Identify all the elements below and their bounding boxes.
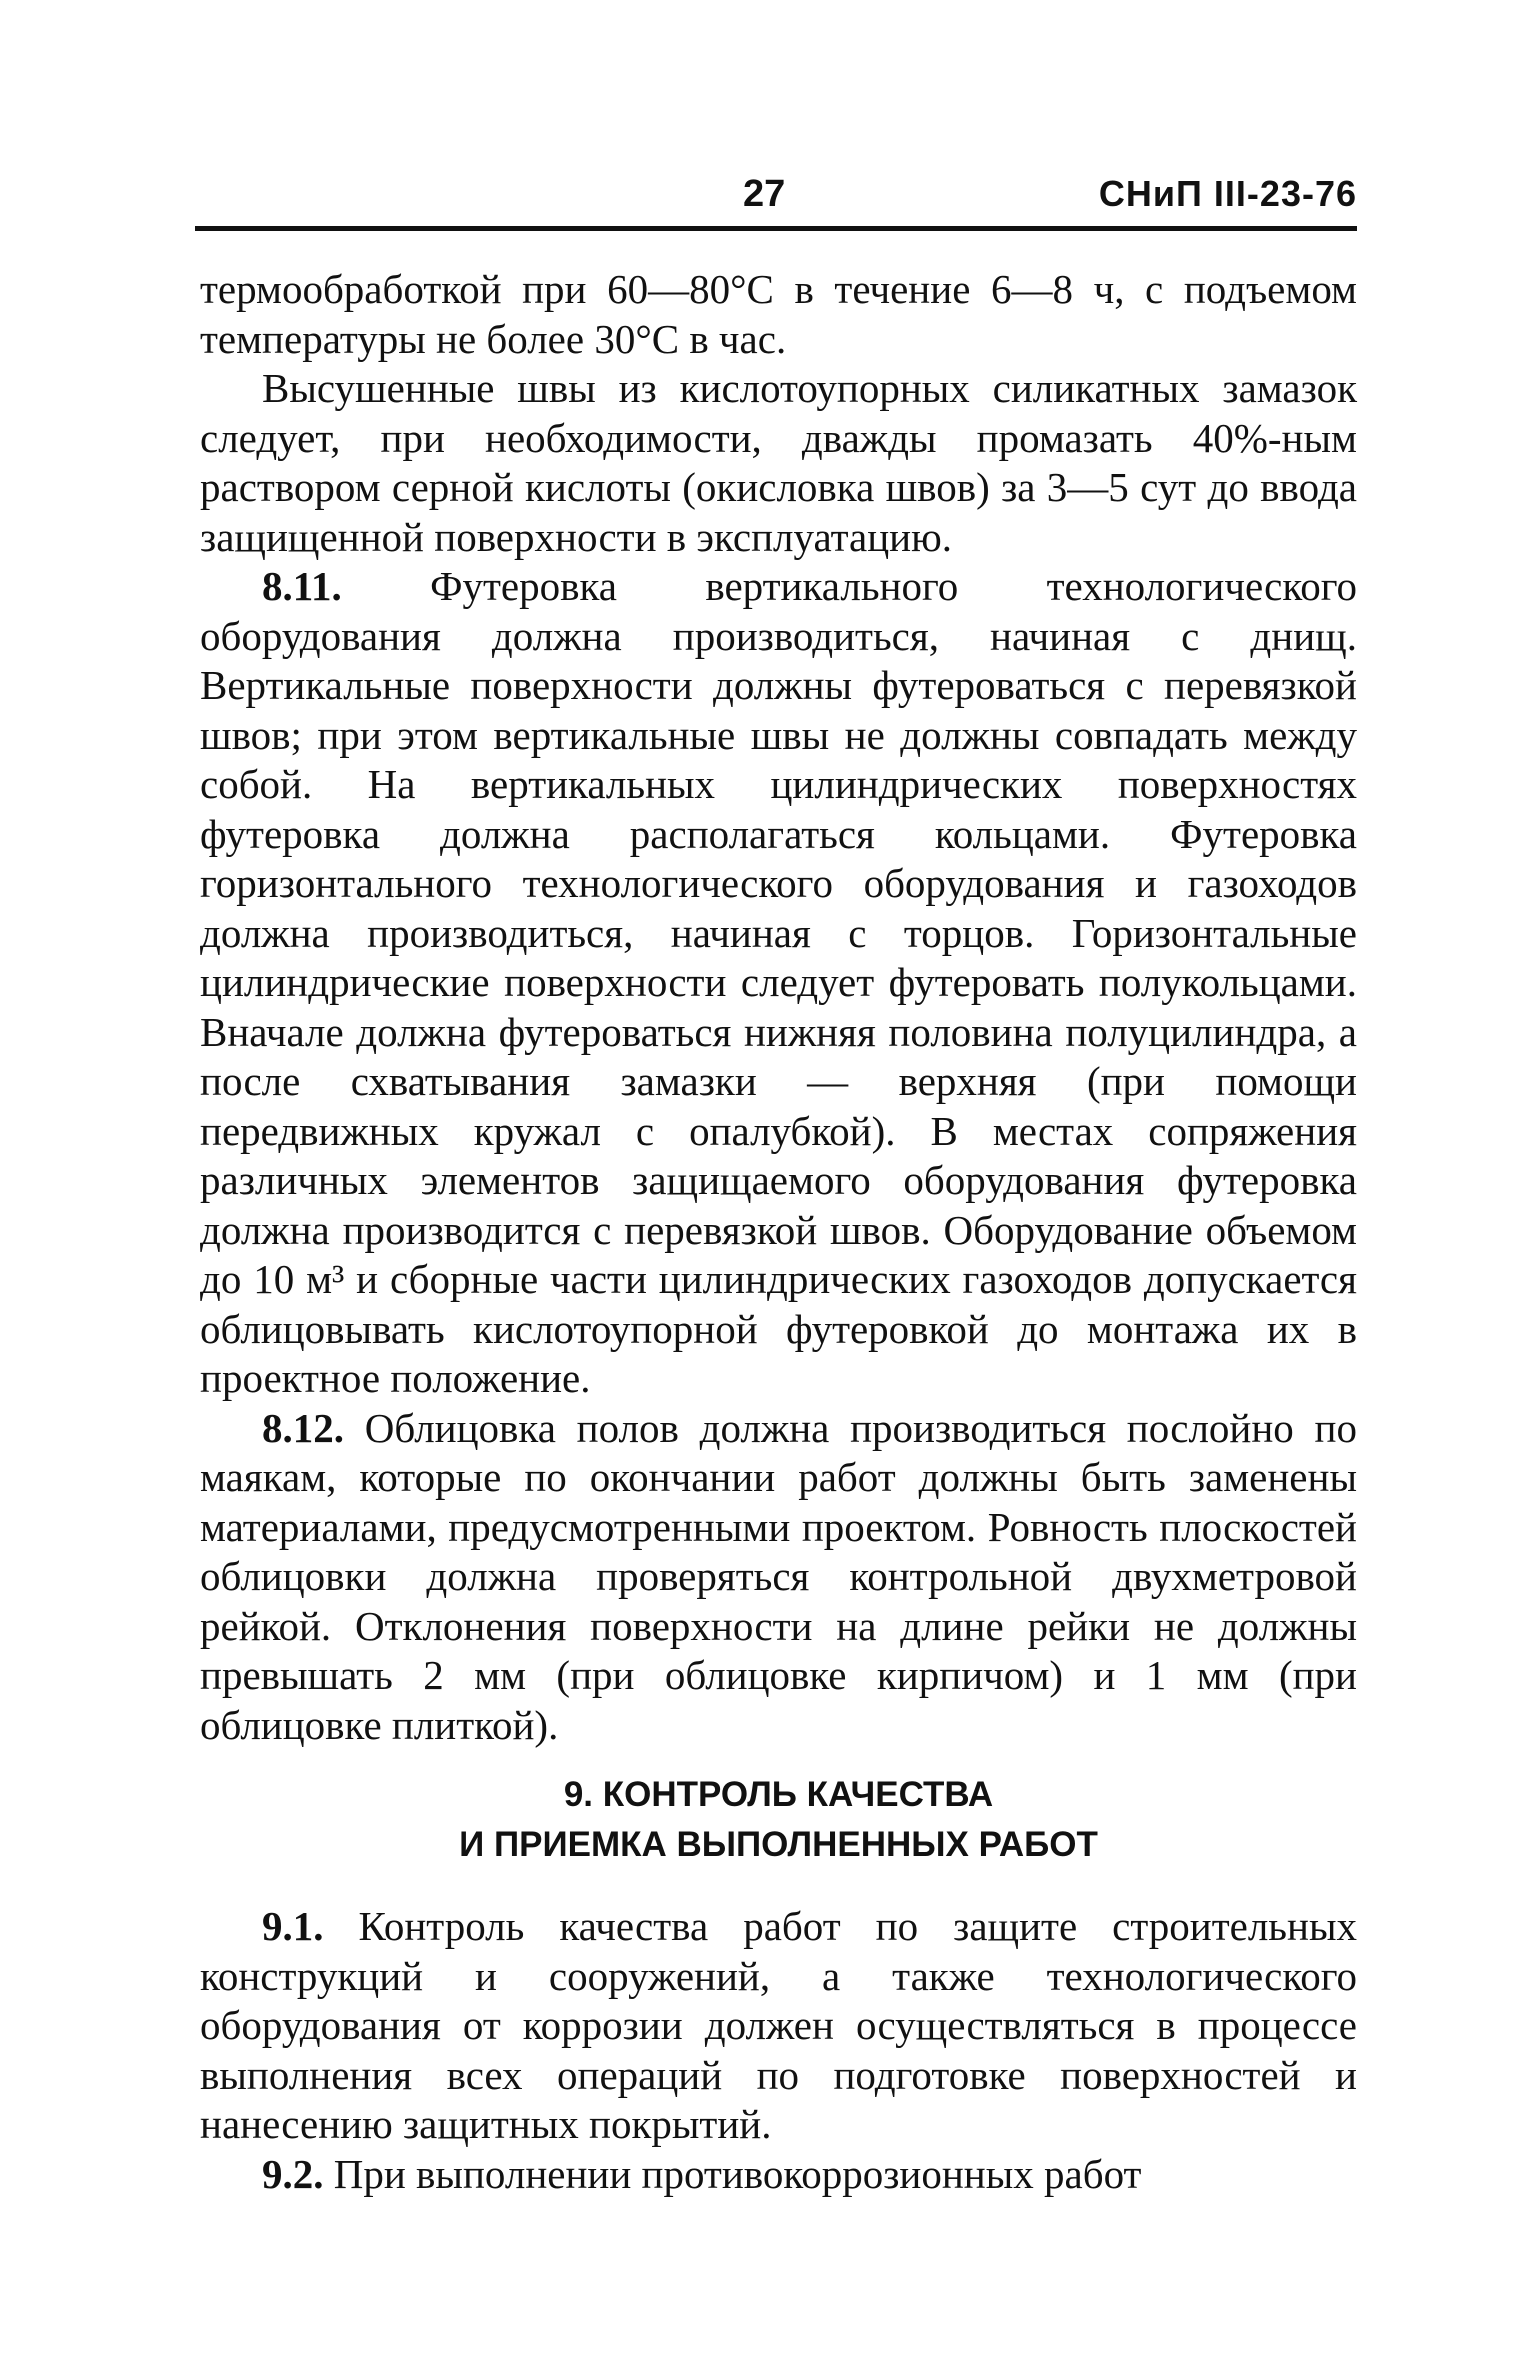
paragraph-text: При выполнении противокоррозионных работ <box>323 2150 1142 2197</box>
section-heading <box>200 1770 1357 1870</box>
clause-number: 9.2. <box>262 2150 324 2197</box>
document-code: СНиП III-23-76 <box>1098 173 1357 214</box>
paragraph-9-2 <box>200 2150 1357 2200</box>
paragraph-text: Футеровка вертикального технологического оборудования должна производиться, начиная с днищ. Вертикальные поверхности должны футероваться с перевязкой швов; при этом вертикальные швы не должны совпадать между собой. На вертикальных цилиндрических поверхностях футеровка должна располагаться кольцами. Футеровка горизонтального технологического оборудования и газоходов должна производиться, начиная с торцов. Горизонтальные цилиндрические поверхности следует футеровать полукольцами. Вначале должна футероваться нижняя половина полуцилиндра, а после схватывания замазки — верхняя (при помощи передвижных кружал с опалубкой). В местах сопряжения различных элементов защищаемого оборудования футеровка должна производится с перевязкой швов. Оборудование объемом до 10 м³ и сборные части цилиндрических газоходов допускается облицовывать кислотоупорной футеровкой до монтажа их в проектное положение. <box>200 563 1357 1401</box>
paragraph-8-11 <box>200 562 1357 1404</box>
paragraph-text: Высушенные швы из кислотоупорных силикатных замазок следует, при необходимости, дважды промазать 40%-ным раствором серной кислоты (окисловка швов) за 3—5 сут до ввода защищенной поверхности в эксплуатацию. <box>200 365 1357 560</box>
section-heading-line-1: 9. КОНТРОЛЬ КАЧЕСТВА <box>563 1775 994 1814</box>
body-text <box>200 265 1357 1750</box>
section-heading-line-2: И ПРИЕМКА ВЫПОЛНЕННЫХ РАБОТ <box>459 1825 1098 1864</box>
paragraph-text: Контроль качества работ по защите строительных конструкций и сооружений, а также технологического оборудования от коррозии должен осуществляться в процессе выполнения всех операций по подготовке поверхностей и нанесению защитных покрытий. <box>200 1903 1357 2147</box>
paragraph-text: термообработкой при 60—80°С в течение 6—8 ч, с подъемом температуры не более 30°С в час. <box>200 266 1357 362</box>
paragraph-text: Облицовка полов должна производиться послойно по маякам, которые по окончании работ должны быть заменены материалами, предусмотренными проектом. Ровность плоскостей облицовки должна проверяться контрольной двухметровой рейкой. Отклонения поверхности на длине рейки не должны превышать 2 мм (при облицовке кирпичом) и 1 мм (при облицовке плиткой). <box>200 1404 1357 1748</box>
paragraph-8-12 <box>200 1404 1357 1751</box>
paragraph <box>200 364 1357 562</box>
header-rule <box>195 226 1357 231</box>
paragraph <box>200 265 1357 364</box>
section-body-text <box>200 1902 1357 2199</box>
clause-number: 9.1. <box>262 1903 324 1949</box>
page-number: 27 <box>743 173 786 215</box>
page-header <box>195 170 1357 226</box>
clause-number: 8.12. <box>262 1404 344 1451</box>
paragraph-9-1 <box>200 1902 1357 2150</box>
clause-number: 8.11. <box>262 563 342 609</box>
